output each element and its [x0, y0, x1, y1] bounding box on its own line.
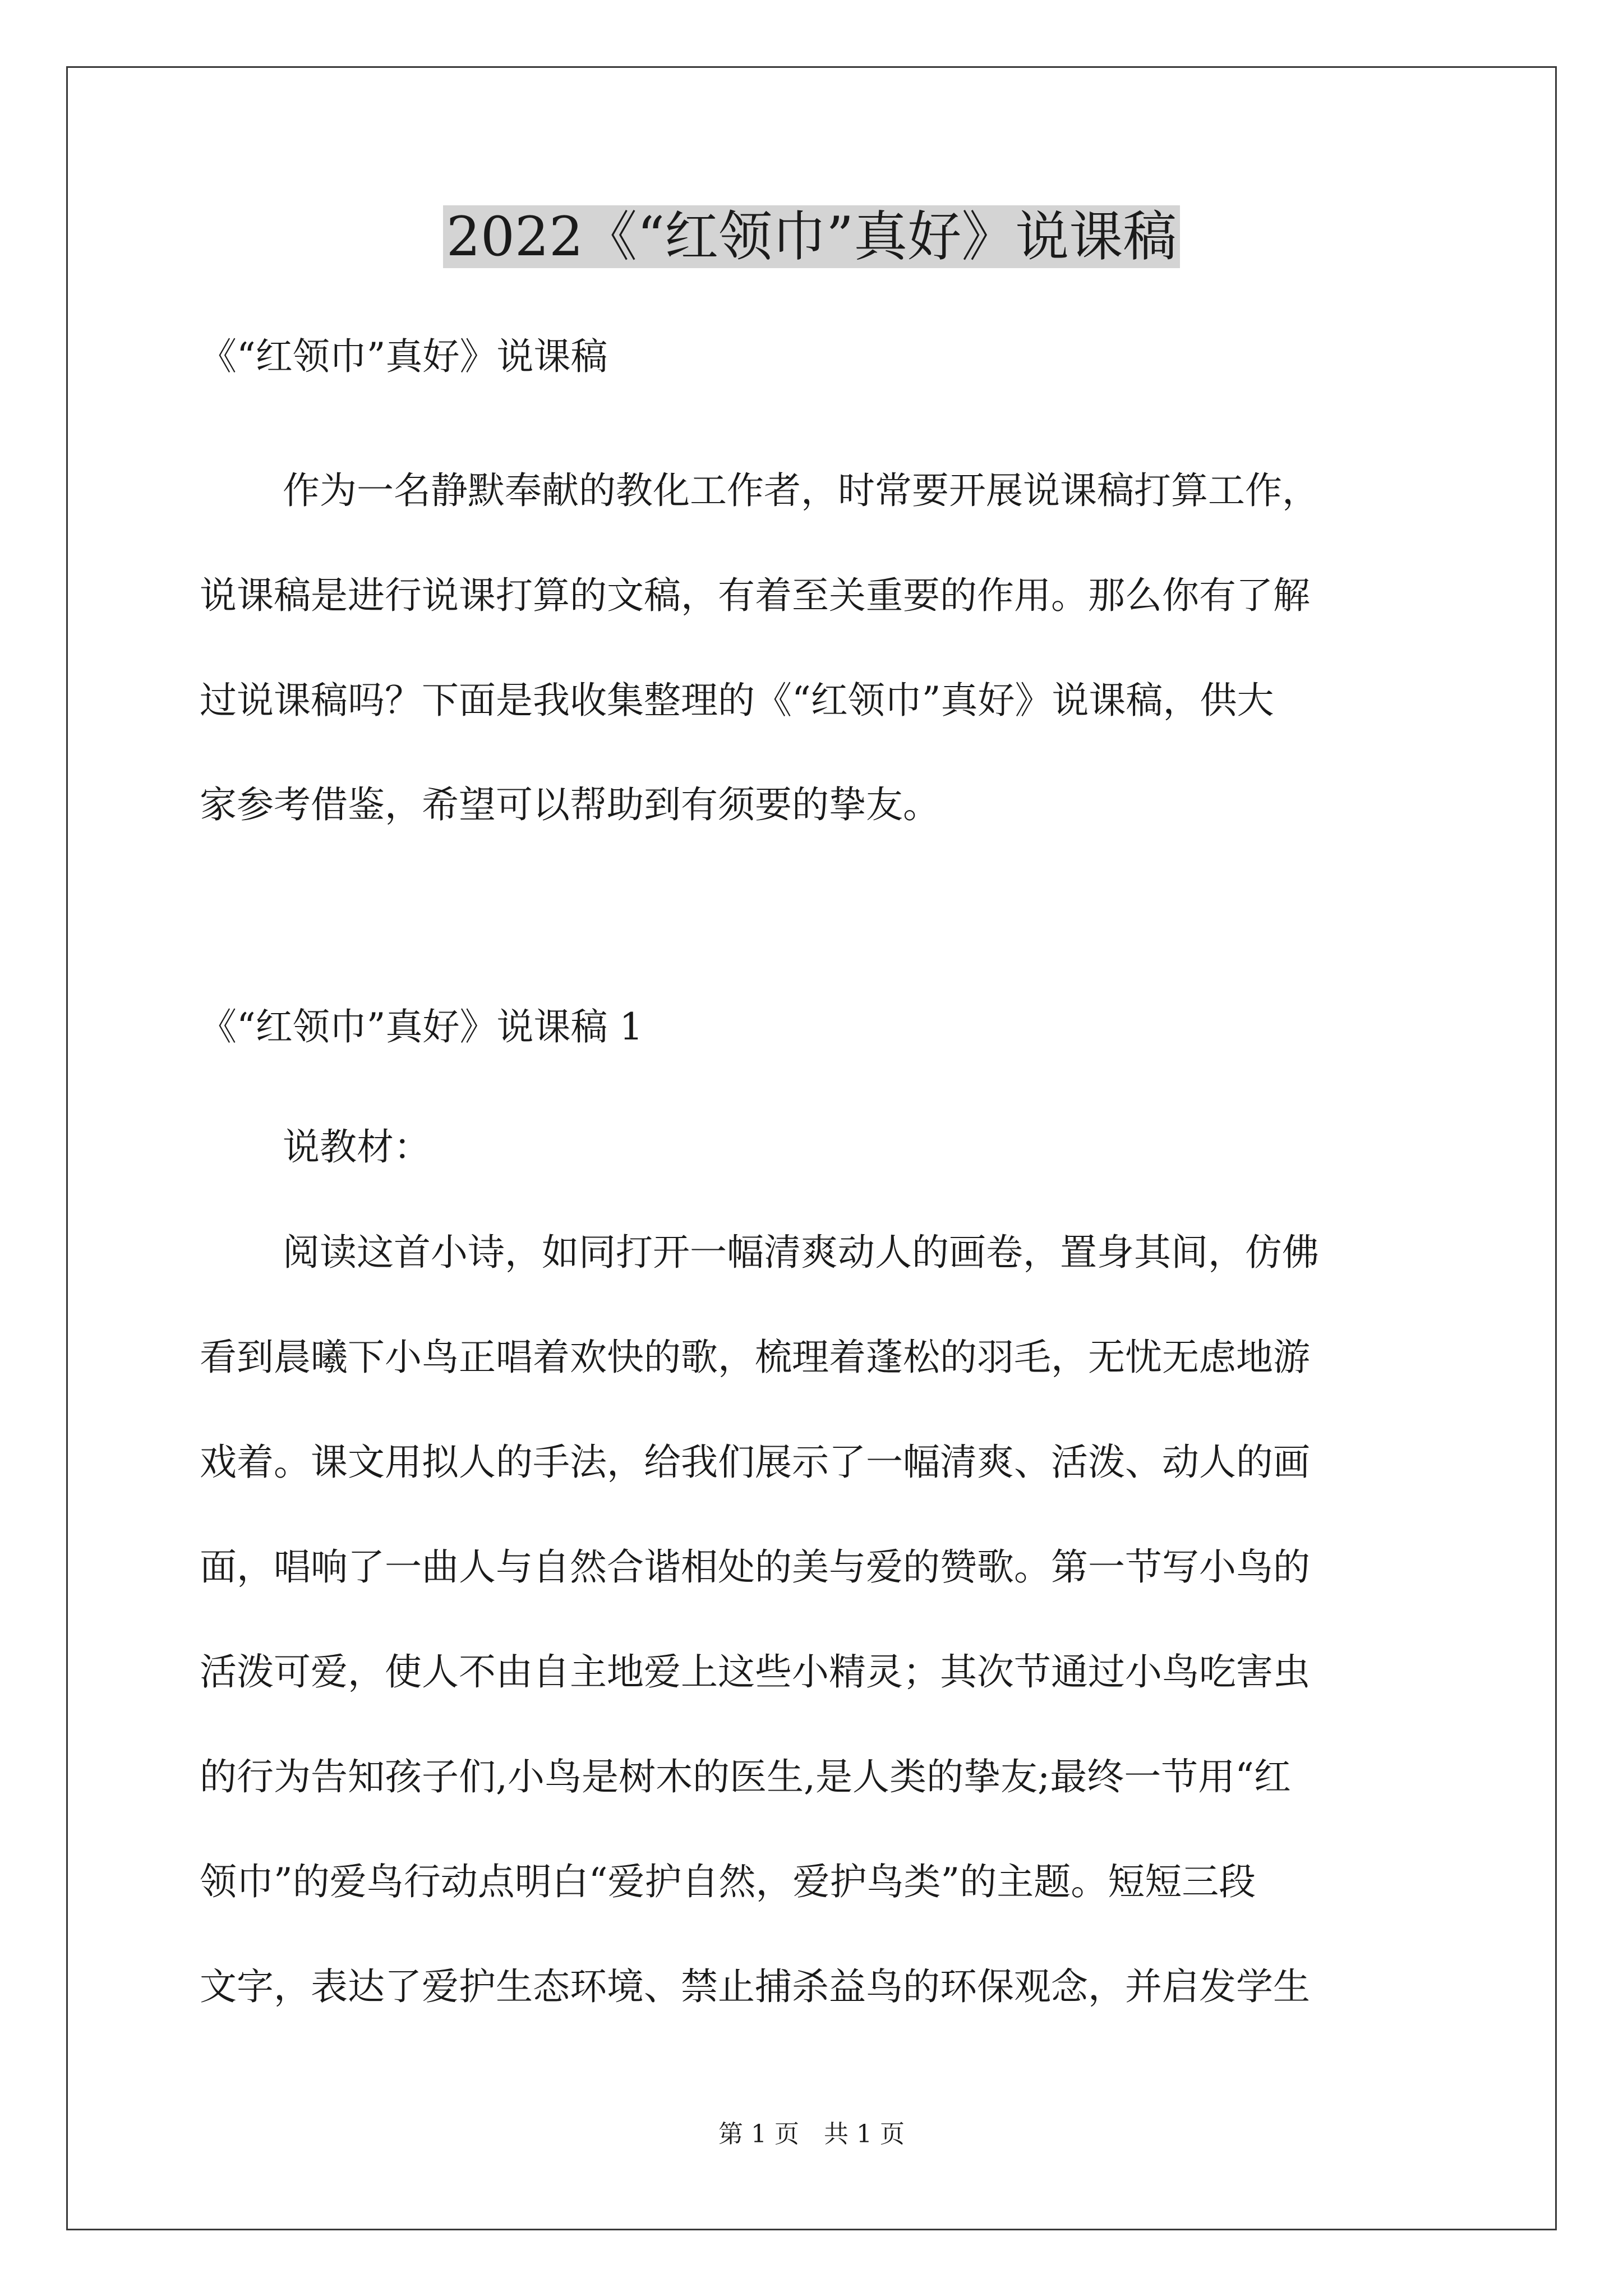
body-line: 文字，表达了爱护生态环境、禁止捕杀益鸟的环保观念，并启发学生: [200, 1965, 1310, 2008]
body-line: 看到晨曦下小鸟正唱着欢快的歌，梳理着蓬松的羽毛，无忧无虑地游: [200, 1336, 1310, 1379]
intro-line: 过说课稿吗？下面是我收集整理的《“红领巾”真好》说课稿，供大: [200, 679, 1274, 722]
body-line: 的行为告知孩子们,小鸟是树木的医生,是人类的挚友;最终一节用“红: [200, 1755, 1291, 1798]
intro-line: 作为一名静默奉献的教化工作者，时常要开展说课稿打算工作，: [283, 469, 1319, 512]
section-label: 说教材：: [283, 1125, 431, 1168]
intro-line: 说课稿是进行说课打算的文稿，有着至关重要的作用。那么你有了解: [200, 574, 1310, 617]
document-title: [0, 197, 1623, 276]
body-line: 领巾”的爱鸟行动点明白“爱护自然，爱护鸟类”的主题。短短三段: [200, 1860, 1256, 1903]
body-line: 活泼可爱，使人不由自主地爱上这些小精灵；其次节通过小鸟吃害虫: [200, 1650, 1310, 1694]
document-title-text: 2022《“红领巾”真好》说课稿: [443, 205, 1180, 268]
page-footer: 第 1 页 共 1 页: [718, 2120, 905, 2148]
section-title: 《“红领巾”真好》说课稿 1: [200, 1005, 643, 1048]
intro-line: 家参考借鉴，希望可以帮助到有须要的挚友。: [200, 783, 940, 826]
body-line: 面，唱响了一曲人与自然合谐相处的美与爱的赞歌。第一节写小鸟的: [200, 1545, 1310, 1589]
body-line: 阅读这首小诗，如同打开一幅清爽动人的画卷，置身其间，仿佛: [283, 1231, 1319, 1274]
body-line: 戏着。课文用拟人的手法，给我们展示了一幅清爽、活泼、动人的画: [200, 1441, 1310, 1484]
subtitle: 《“红领巾”真好》说课稿: [200, 335, 608, 378]
